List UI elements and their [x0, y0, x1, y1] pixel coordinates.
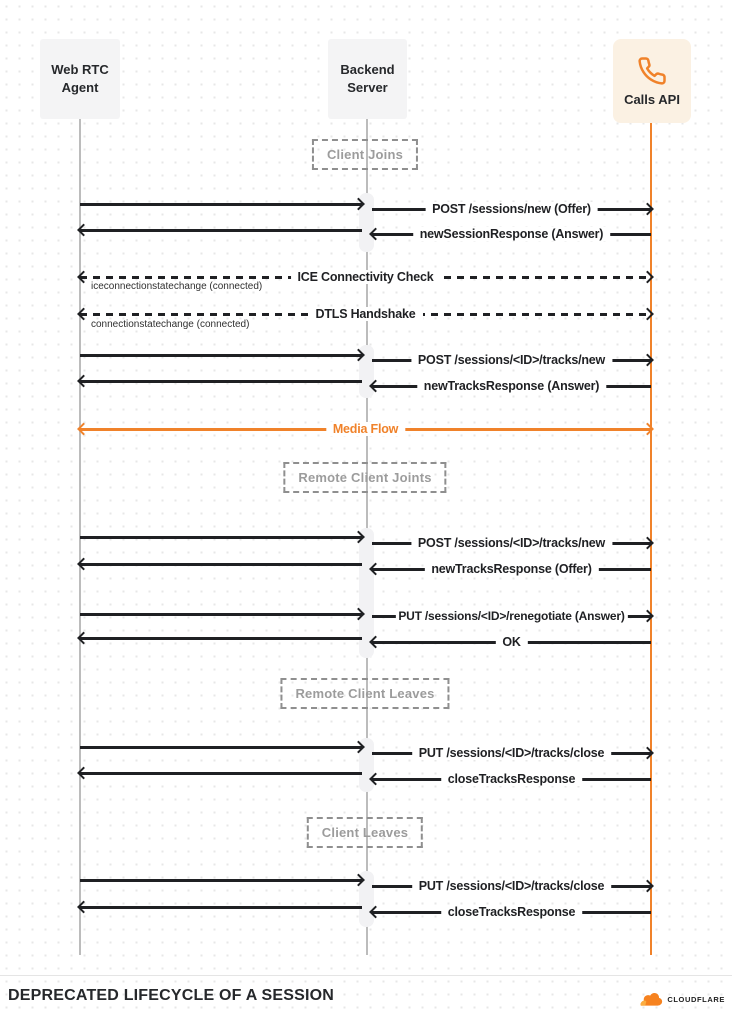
message-label: newTracksResponse (Answer) — [417, 379, 606, 393]
msg-dtls-handshake — [80, 307, 651, 322]
message-sublabel: iceconnectionstatechange (connected) — [91, 281, 263, 292]
msg-close-tracks-response-2 — [372, 905, 651, 920]
actor-label: Backend Server — [340, 62, 395, 95]
phase-remote-client-joints: Remote Client Joints — [283, 462, 446, 493]
phase-remote-client-leaves: Remote Client Leaves — [280, 678, 449, 709]
relay-arrow-left — [80, 637, 362, 640]
message-label: Media Flow — [326, 422, 405, 436]
msg-close-tracks-response — [372, 772, 651, 787]
actor-label: Web RTC Agent — [51, 62, 109, 95]
phase-client-leaves: Client Leaves — [307, 817, 423, 848]
message-sublabel: connectionstatechange (connected) — [91, 319, 250, 330]
actor-web-rtc-agent — [40, 39, 120, 119]
message-label: POST /sessions/<ID>/tracks/new — [411, 353, 612, 367]
relay-arrow-right — [80, 879, 362, 882]
msg-media-flow — [80, 422, 651, 437]
lifeline-calls-api — [650, 121, 652, 955]
relay-arrow-left — [80, 772, 362, 775]
relay-arrow-left — [80, 229, 362, 232]
relay-arrow-left — [80, 380, 362, 383]
relay-arrow-right — [80, 746, 362, 749]
message-label: newTracksResponse (Offer) — [424, 562, 598, 576]
relay-arrow-right — [80, 613, 362, 616]
msg-new-tracks-response-offer — [372, 562, 651, 577]
relay-arrow-right — [80, 354, 362, 357]
message-label: POST /sessions/<ID>/tracks/new — [411, 536, 612, 550]
message-label: PUT /sessions/<ID>/renegotiate (Answer) — [395, 609, 627, 623]
msg-put-tracks-close-2 — [372, 879, 651, 894]
message-label: closeTracksResponse — [441, 905, 583, 919]
page-title: DEPRECATED LIFECYCLE OF A SESSION — [8, 987, 335, 1004]
actor-label: Calls API — [624, 91, 680, 107]
message-label: POST /sessions/new (Offer) — [425, 202, 598, 216]
msg-post-sessions-new — [372, 202, 651, 217]
relay-arrow-left — [80, 906, 362, 909]
relay-arrow-left — [80, 563, 362, 566]
message-label: closeTracksResponse — [441, 772, 583, 786]
msg-new-session-response — [372, 227, 651, 242]
relay-arrow-right — [80, 536, 362, 539]
msg-post-tracks-new — [372, 353, 651, 368]
cloudflare-cloud-icon — [636, 991, 664, 1008]
msg-new-tracks-response-answer — [372, 379, 651, 394]
msg-ok — [372, 635, 651, 650]
message-label: DTLS Handshake — [308, 307, 422, 321]
msg-ice-connectivity-check — [80, 270, 651, 285]
message-label: newSessionResponse (Answer) — [413, 227, 611, 241]
msg-put-tracks-close — [372, 746, 651, 761]
footer-divider — [0, 975, 732, 976]
actor-calls-api — [613, 39, 691, 123]
message-label: ICE Connectivity Check — [291, 270, 441, 284]
cloudflare-logo — [636, 991, 725, 1008]
msg-put-renegotiate — [372, 609, 651, 624]
message-label: PUT /sessions/<ID>/tracks/close — [412, 746, 612, 760]
cloudflare-wordmark: CLOUDFLARE — [667, 995, 725, 1004]
actor-backend-server — [328, 39, 407, 119]
relay-arrow-right — [80, 203, 362, 206]
message-label: PUT /sessions/<ID>/tracks/close — [412, 879, 612, 893]
msg-post-tracks-new-2 — [372, 536, 651, 551]
phone-icon — [637, 56, 667, 86]
phase-client-joins: Client Joins — [312, 139, 418, 170]
message-label: OK — [495, 635, 527, 649]
